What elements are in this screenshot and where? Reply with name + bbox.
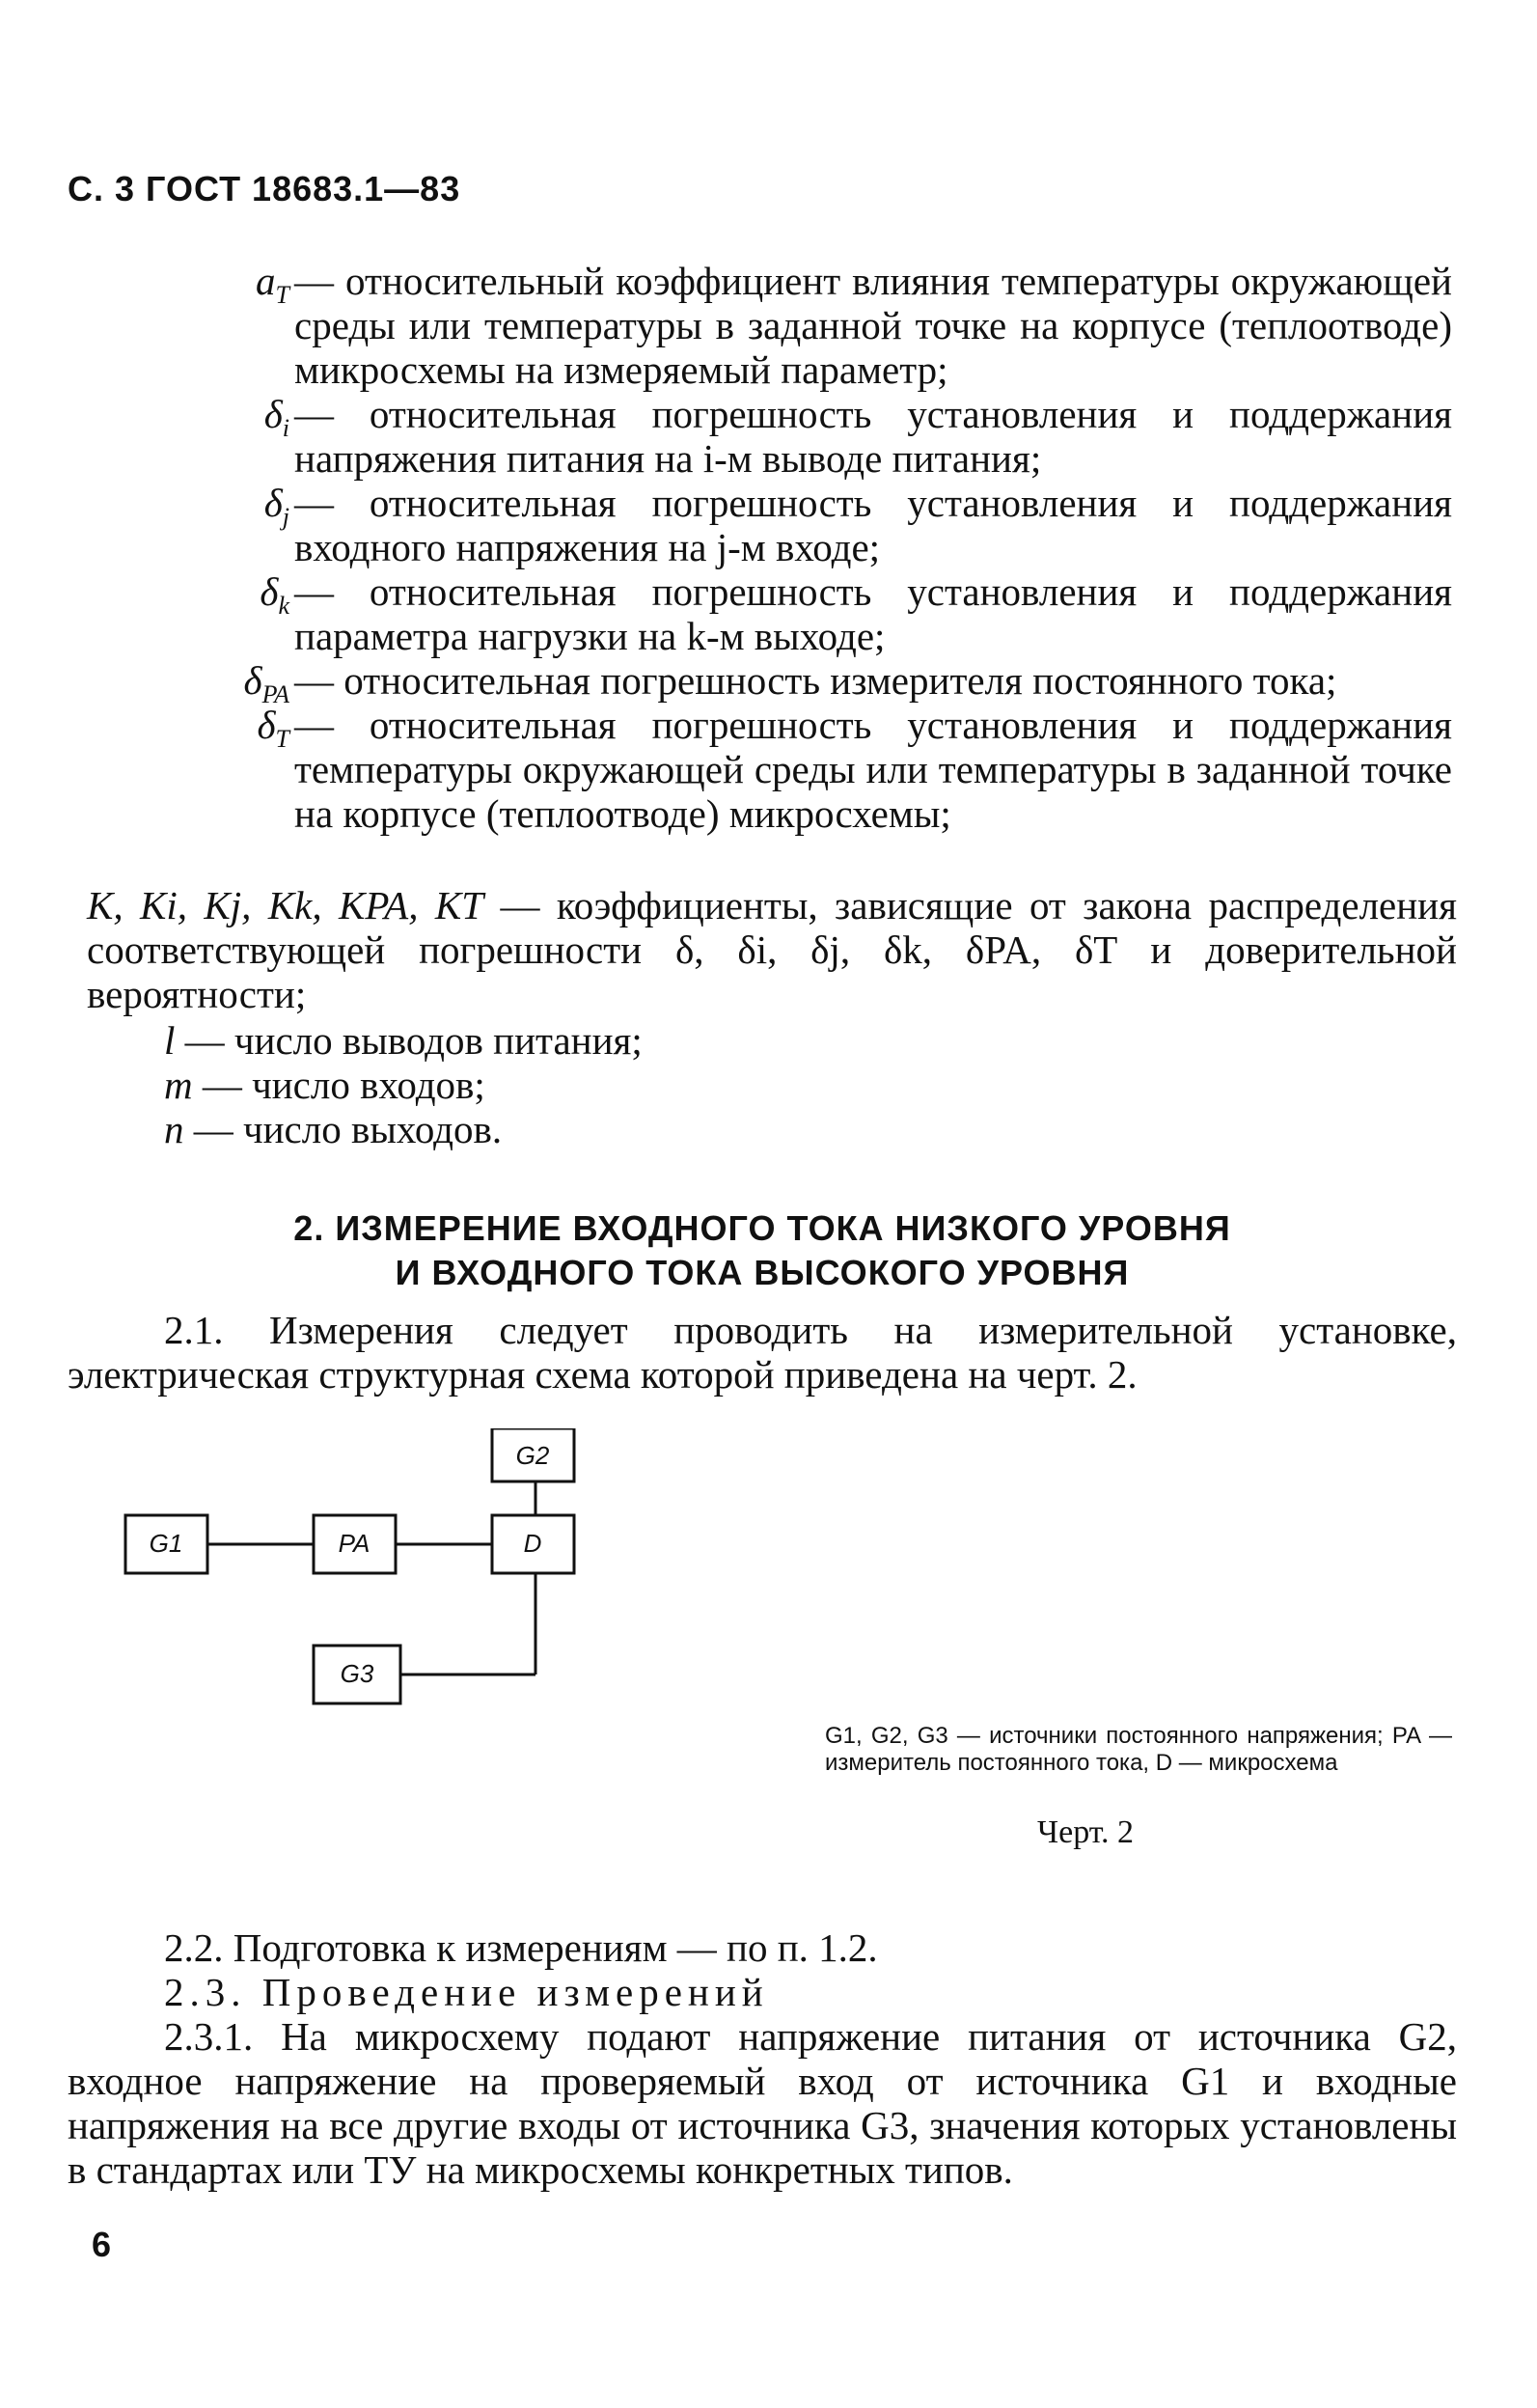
figure-label: Черт. 2 bbox=[1037, 1814, 1135, 1850]
paragraph-2-3: 2.3. Проведение измерений bbox=[164, 1970, 769, 2014]
definition-text: — относительная погрешность измерителя постоянного тока; bbox=[294, 658, 1337, 703]
block-g2-label: G2 bbox=[515, 1441, 550, 1470]
structural-diagram bbox=[106, 1428, 782, 1718]
block-g1-label: G1 bbox=[149, 1529, 183, 1558]
definitions-list bbox=[106, 259, 1457, 836]
definition-item bbox=[106, 703, 1457, 836]
variable-item: n — число выходов. bbox=[164, 1107, 503, 1151]
definition-item bbox=[106, 392, 1457, 481]
definition-text: — относительная погрешность установления и поддержания напряжения питания на i-м выводе питания; bbox=[294, 392, 1452, 481]
coefficients-paragraph bbox=[87, 883, 1457, 1016]
definition-symbol: $\delta_k$ bbox=[260, 569, 289, 621]
definition-text: — относительная погрешность установления и поддержания входного напряжения на j-м входе; bbox=[294, 481, 1452, 569]
paragraph-2-3-1: 2.3.1. На микросхему подают напряжение питания от источника G2, входное напряжение на проверяемый вход от источника G1 и входные напряжения на все другие входы от источника G3, значения которых установлены в стандартах или ТУ на микросхемы конкретных типов. bbox=[68, 2014, 1457, 2192]
block-d-label: D bbox=[523, 1529, 542, 1558]
definition-symbol: $a_T$ bbox=[256, 259, 289, 310]
definition-text: — относительный коэффициент влияния температуры окружающей среды или температуры в заданной точке на корпусе (теплоотводе) микросхемы на измеряемый параметр; bbox=[294, 259, 1452, 392]
definition-text: — относительная погрешность установления и поддержания температуры окружающей среды или температуры в заданной точке на корпусе (теплоотводе) микросхемы; bbox=[294, 703, 1452, 836]
paragraph-2-1: 2.1. Измерения следует проводить на измерительной установке, электрическая структурная схема которой приведена на черт. 2. bbox=[68, 1308, 1457, 1397]
block-pa-label: PA bbox=[338, 1529, 371, 1558]
variables-list bbox=[164, 1018, 643, 1151]
page-number: 6 bbox=[92, 2225, 112, 2264]
page-header: С. 3 ГОСТ 18683.1—83 bbox=[68, 169, 461, 208]
variable-item: l — число выводов питания; bbox=[164, 1018, 643, 1063]
definition-item bbox=[106, 658, 1457, 709]
definition-symbol: $\delta_j$ bbox=[263, 481, 289, 532]
definition-symbol: $\delta_T$ bbox=[257, 703, 289, 754]
coefficient-text: — коэффициенты, зависящие от закона распределения соответствующей погрешности δ, δi, δj, δk, δPA, δT и доверительной вероятности; bbox=[87, 883, 1457, 1016]
coefficient-symbols: K, Ki, Kj, Kk, KPA, KT bbox=[87, 883, 484, 927]
definition-symbol: $\delta_{PA}$ bbox=[243, 658, 289, 709]
variable-item: m — число входов; bbox=[164, 1063, 485, 1107]
definition-item bbox=[106, 259, 1457, 392]
section-heading: 2. ИЗМЕРЕНИЕ ВХОДНОГО ТОКА НИЗКОГО УРОВНЯ И ВХОДНОГО ТОКА ВЫСОКОГО УРОВНЯ bbox=[293, 1208, 1231, 1292]
definition-symbol: $\delta_i$ bbox=[263, 392, 289, 443]
definition-text: — относительная погрешность установления и поддержания параметра нагрузки на k-м выходе; bbox=[294, 569, 1452, 658]
definition-item bbox=[106, 569, 1457, 658]
definition-item bbox=[106, 481, 1457, 569]
figure-caption: G1, G2, G3 — источники постоянного напряжения; PA — измеритель постоянного тока, D — микросхема bbox=[825, 1723, 1452, 1776]
paragraph-2-2: 2.2. Подготовка к измерениям — по п. 1.2. bbox=[164, 1925, 878, 1970]
block-g3-label: G3 bbox=[340, 1659, 374, 1688]
